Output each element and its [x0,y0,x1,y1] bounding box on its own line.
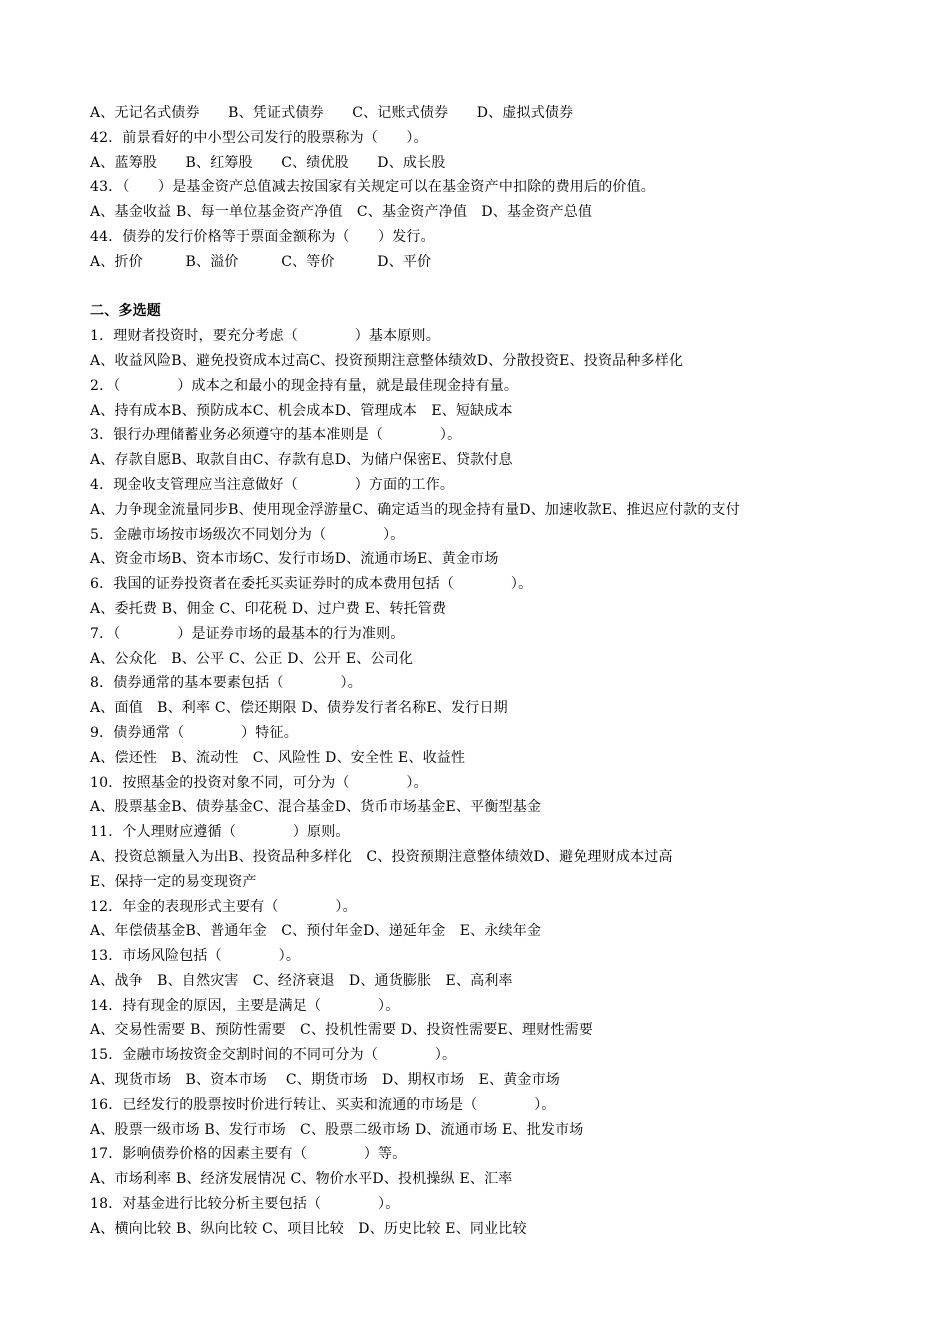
options-line: A、委托费 B、佣金 C、印花税 D、过户费 E、转托管费 [90,600,447,617]
options-line: A、公众化 B、公平 C、公正 D、公开 E、公司化 [90,650,414,667]
question-line: 3．银行办理储蓄业务必须遵守的基本准则是（ ）。 [90,427,462,444]
options-line: A、收益风险B、避免投资成本过高C、投资预期注意整体绩效D、分散投资E、投资品种多样化 [90,352,684,369]
options-line: A、折价 B、溢价 C、等价 D、平价 [90,253,432,270]
question-line: 1．理财者投资时，要充分考虑（ ）基本原则。 [90,328,440,345]
question-line: 14．持有现金的原因，主要是满足（ ）。 [90,997,400,1014]
options-line: A、资金市场B、资本市场C、发行市场D、流通市场E、黄金市场 [90,551,499,568]
section-heading: 二、多选题 [90,303,161,320]
question-line: 4．现金收支管理应当注意做好（ ）方面的工作。 [90,476,455,493]
options-line: A、存款自愿B、取款自由C、存款有息D、为储户保密E、贷款付息 [90,452,513,469]
question-line: 44．债券的发行价格等于票面金额称为（ ）发行。 [90,228,435,245]
question-line: 9．债券通常（ ）特征。 [90,724,298,741]
text-line: A、无记名式债券 B、凭证式债券 C、记账式债券 D、虚拟式债券 [90,105,574,121]
options-line: A、持有成本B、预防成本C、机会成本D、管理成本 E、短缺成本 [90,402,513,419]
question-line: 15．金融市场按资金交割时间的不同可分为（ ）。 [90,1047,457,1064]
options-line: A、市场利率 B、经济发展情况 C、物价水平D、投机操纵 E、汇率 [90,1171,513,1188]
question-line: 10．按照基金的投资对象不同，可分为（ ）。 [90,774,428,791]
question-line: 18．对基金进行比较分析主要包括（ ）。 [90,1196,400,1213]
options-line: A、横向比较 B、纵向比较 C、项目比较 D、历史比较 E、同业比较 [90,1220,527,1237]
section-spacer [90,275,950,300]
question-line: 13．市场风险包括（ ）。 [90,948,301,965]
question-line: 12．年金的表现形式主要有（ ）。 [90,898,357,915]
options-line: A、基金收益 B、每一单位基金资产净值 C、基金资产净值 D、基金资产总值 [90,204,593,221]
options-line: A、战争 B、自然灾害 C、经济衰退 D、通货膨胀 E、高利率 [90,972,513,989]
question-line: 6．我国的证券投资者在委托买卖证券时的成本费用包括（ ）。 [90,576,533,593]
options-line: A、偿还性 B、流动性 C、风险性 D、安全性 E、收益性 [90,749,466,766]
question-line: 17．影响债券价格的因素主要有（ ）等。 [90,1146,407,1163]
options-line: A、股票一级市场 B、发行市场 C、股票二级市场 D、流通市场 E、批发市场 [90,1121,584,1138]
question-line: 16．已经发行的股票按时价进行转让、买卖和流通的市场是（ ）。 [90,1096,556,1113]
question-line: 8．债券通常的基本要素包括（ ）。 [90,675,362,692]
question-line: 2．（ ）成本之和最小的现金持有量，就是最佳现金持有量。 [90,377,519,394]
options-line: A、力争现金流量同步B、使用现金浮游量C、确定适当的现金持有量D、加速收款E、推迟应付款的支付 [90,501,740,518]
section-single-choice-tail [90,101,950,275]
options-line: A、股票基金B、债券基金C、混合基金D、货币市场基金E、平衡型基金 [90,799,542,816]
question-line: 5．金融市场按市场级次不同划分为（ ）。 [90,526,405,543]
question-line: 43．（ ）是基金资产总值减去按国家有关规定可以在基金资产中扣除的费用后的价值。 [90,179,656,196]
question-line: 42．前景看好的中小型公司发行的股票称为（ ）。 [90,129,428,146]
question-line: 7．（ ）是证券市场的最基本的行为准则。 [90,625,405,642]
options-line: E、保持一定的易变现资产 [90,873,257,890]
options-line: A、现货市场 B、资本市场 C、期货市场 D、期权市场 E、黄金市场 [90,1072,561,1089]
options-line: A、投资总额量入为出B、投资品种多样化 C、投资预期注意整体绩效D、避免理财成本过高 [90,848,673,865]
options-line: A、面值 B、利率 C、偿还期限 D、债券发行者名称E、发行日期 [90,700,508,717]
options-line: A、年偿债基金B、普通年金 C、预付年金D、递延年金 E、永续年金 [90,923,542,940]
section-multiple-choice [90,299,950,1241]
options-line: A、蓝筹股 B、红筹股 C、绩优股 D、成长股 [90,154,446,171]
options-line: A、交易性需要 B、预防性需要 C、投机性需要 D、投资性需要E、理财性需要 [90,1022,594,1039]
question-line: 11．个人理财应遵循（ ）原则。 [90,824,350,841]
